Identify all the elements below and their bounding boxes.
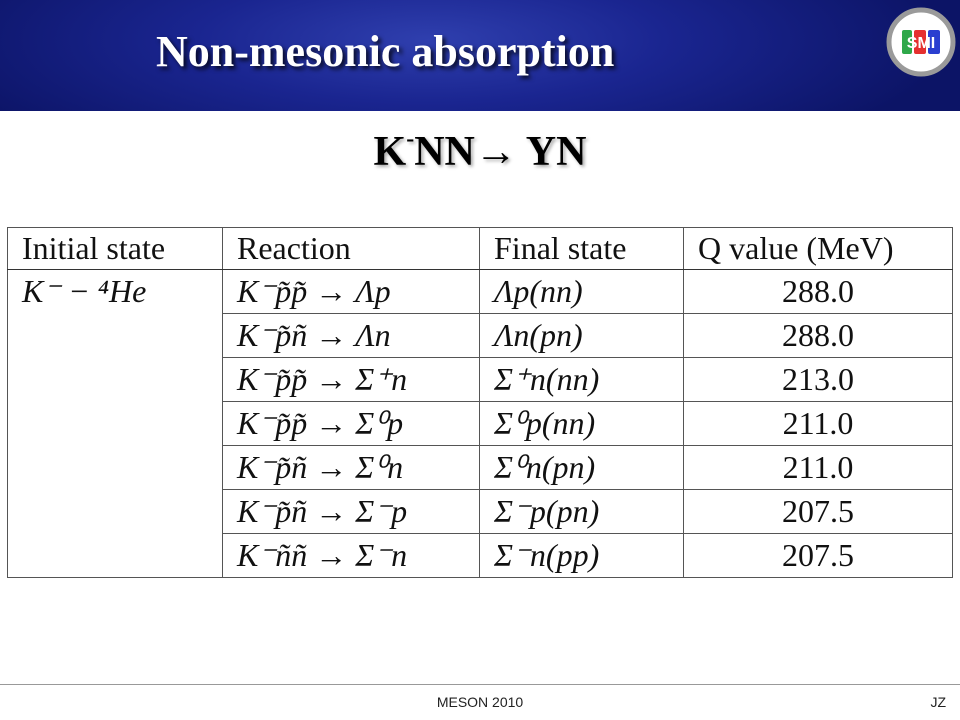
table-row — [8, 270, 953, 314]
q-value-cell: 288.0 — [684, 270, 953, 314]
q-value-cell: 207.5 — [684, 534, 953, 578]
title-bar — [0, 0, 960, 111]
reaction-cell: K⁻p̃ñ → Λn — [223, 314, 480, 358]
final-state-cell: Σ⁻n(pp) — [480, 534, 684, 578]
final-state-cell: Λn(pn) — [480, 314, 684, 358]
initial-state-cell: K⁻ − ⁴He — [8, 270, 223, 578]
reaction-cell: K⁻p̃p̃ → Λp — [223, 270, 480, 314]
reaction-table-container — [7, 227, 952, 581]
footer-author: JZ — [930, 694, 946, 710]
reaction-cell: K⁻ññ → Σ⁻n — [223, 534, 480, 578]
q-value-cell: 213.0 — [684, 358, 953, 402]
header-initial-state: Initial state — [8, 228, 223, 270]
final-state-cell: Σ⁰p(nn) — [480, 402, 684, 446]
reaction-subtitle — [0, 126, 960, 175]
final-state-cell: Λp(nn) — [480, 270, 684, 314]
reaction-cell: K⁻p̃p̃ → Σ⁰p — [223, 402, 480, 446]
header-q-value: Q value (MeV) — [684, 228, 953, 270]
logo-text: SMI — [906, 35, 936, 52]
final-state-cell: Σ⁰n(pn) — [480, 446, 684, 490]
table-header-row — [8, 228, 953, 270]
reaction-cell: K⁻p̃ñ → Σ⁰n — [223, 446, 480, 490]
smi-logo — [885, 6, 957, 78]
reaction-cell: K⁻p̃p̃ → Σ⁺n — [223, 358, 480, 402]
subtitle-reaction: NN→ YN — [414, 129, 587, 175]
slide-title: Non-mesonic absorption — [156, 27, 615, 76]
q-value-cell: 288.0 — [684, 314, 953, 358]
q-value-cell: 211.0 — [684, 446, 953, 490]
header-final-state: Final state — [480, 228, 684, 270]
q-value-cell: 207.5 — [684, 490, 953, 534]
reaction-table — [7, 227, 953, 578]
final-state-cell: Σ⁺n(nn) — [480, 358, 684, 402]
subtitle-base: K — [373, 129, 407, 175]
reaction-cell: K⁻p̃ñ → Σ⁻p — [223, 490, 480, 534]
footer-divider — [0, 684, 960, 685]
q-value-cell: 211.0 — [684, 402, 953, 446]
final-state-cell: Σ⁻p(pn) — [480, 490, 684, 534]
header-reaction: Reaction — [223, 228, 480, 270]
footer-conference: MESON 2010 — [436, 694, 524, 710]
subtitle-superscript: - — [406, 126, 415, 152]
